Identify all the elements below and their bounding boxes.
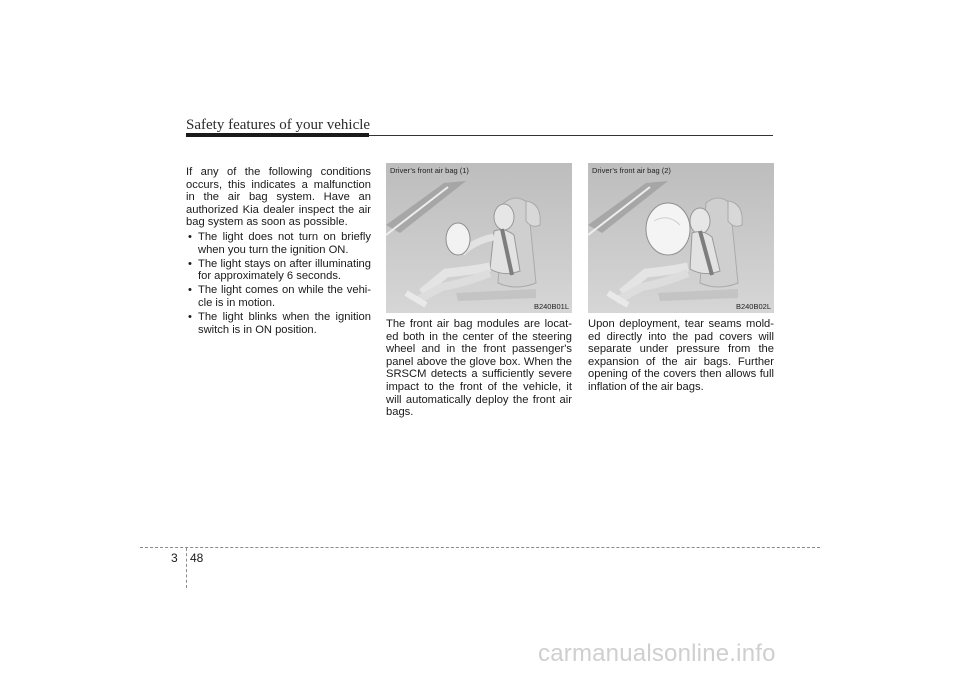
bullet-icon: • (188, 257, 192, 270)
figure-code: B240B02L (735, 302, 771, 311)
condition-list (186, 231, 371, 336)
column-middle-text (386, 318, 572, 419)
watermark: carmanualsonline.info (538, 640, 776, 667)
list-item: • The light blinks when the ignition switch is in ON position. (188, 311, 371, 336)
airbag-illustration-2 (588, 163, 774, 313)
paragraph: Upon deployment, tear seams mold-ed directly into the pad covers will separate under pressure from the expansion of the air bags. Further opening of the covers then allows full inflation of the air bags. (588, 318, 774, 393)
list-item: • The light comes on while the vehi-cle is in motion. (188, 284, 371, 309)
column-right-text (588, 318, 774, 394)
header-rule (186, 133, 369, 137)
page-number: 48 (190, 551, 204, 565)
footer-rule (140, 547, 820, 548)
list-item: • The light stays on after illuminating for approximately 6 seconds. (188, 257, 371, 283)
list-item: • The light does not turn on briefly when you turn the ignition ON. (188, 230, 371, 256)
column-left (186, 166, 371, 338)
figure-caption: Driver’s front air bag (1) (390, 166, 469, 175)
figure-caption: Driver’s front air bag (2) (592, 166, 671, 175)
paragraph: The front air bag modules are locat-ed both in the center of the steering wheel and in the front passenger's panel above the glove box. When the SRSCM detects a sufficiently severe impact to the front of the vehicle, it will automatically deploy the front air bags. (386, 318, 572, 419)
figure-driver-airbag-1 (386, 163, 572, 313)
figure-code: B240B01L (533, 302, 569, 311)
header-rule-thin (369, 135, 773, 136)
airbag-illustration-1 (386, 163, 572, 313)
page-header-title: Safety features of your vehicle (186, 117, 371, 133)
footer-divider (186, 548, 187, 588)
figure-driver-airbag-2 (588, 163, 774, 313)
section-number: 3 (171, 551, 178, 565)
bullet-icon: • (188, 311, 192, 324)
bullet-icon: • (188, 230, 192, 243)
intro-paragraph: If any of the following conditions occurs, this indicates a malfunction in the air bag system. Have an authorized Kia dealer inspect the air bag system as soon as possible. (186, 166, 371, 229)
bullet-icon: • (188, 284, 192, 297)
